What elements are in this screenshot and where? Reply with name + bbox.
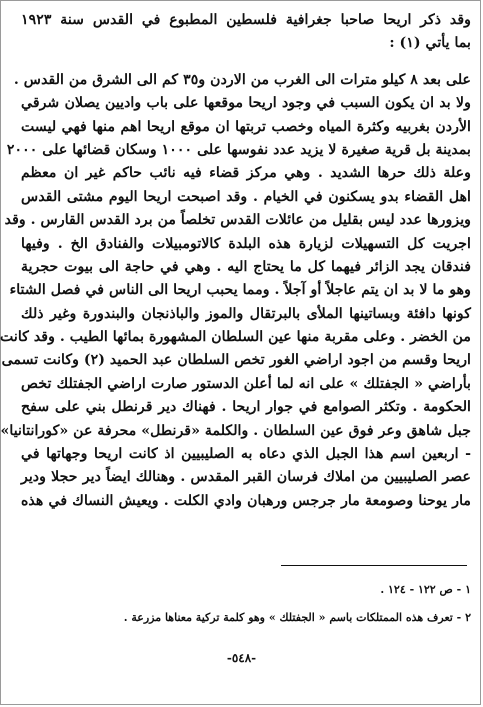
body-line: اهل القضاء بدو يسكنون في الخيام . وقد اصبحت اريحا اليوم مشتى القدس [21, 188, 471, 205]
body-line: الأردن بغربيه وكثرة المياه وخصب تربتها ان موقع اريحا اهم منها فهي ليست [21, 118, 471, 135]
footnote-separator [281, 565, 467, 566]
body-line: اجريت كل التسهيلات لزيارة هذه البلدة كالاتومبيلات والفنادق الخ . وفيها [21, 235, 471, 252]
body-line: ويزورها عدد ليس بقليل من عائلات القدس تخلصاً من برد القدس القارس . وقد [4, 212, 471, 229]
body-line: ولا بد ان يكون السبب في وجود اريحا موقعها على باب واديين يصلان شرقي [21, 95, 471, 112]
body-line: مار يوحنا وصومعة مار جرجس ورهبان وادي الكلت . ويعيش النساك في هذه [21, 492, 471, 509]
paragraph-gap [21, 56, 471, 69]
body-line: بمدينة بل قرية صغيرة لا يزيد عدد نفوسها على ١٠٠٠ وسكان قضائها على ٢٠٠٠ [6, 141, 471, 158]
body-line: الحكومة . وتكثر الصوامع في جوار اريحا . فهناك دير قرنطل بني على سفح [21, 399, 471, 416]
body-line: - اربعين اسم هذا الجبل الذي دعاه به الصليبيين اذ كانت اريحا وجهاتها في [21, 446, 471, 463]
page-number: -٥٤٨- [226, 651, 257, 665]
body-line: فندقان يجد الزائر فيهما كل ما يحتاج اليه . وهي في حاجة الى بيوت حجرية [21, 258, 471, 275]
body-line: وعلة ذلك حرها الشديد . وهي مركز قضاء فيه نائب حاكم غير ان معظم [21, 165, 471, 182]
main-text-block [0, 9, 471, 513]
body-line: عصر الصليبيين من املاك فرسان القبر المقدس . وهنالك ايضاً دير حجلا ودير [21, 469, 471, 486]
body-line: وهو ما لا بد ان يتم عاجلاً أو آجلاً . ومما يحبب اريحا الى الناس في فصل الشتاء [9, 282, 471, 299]
body-line: من الخضر . وعلى مقربة منها عين السلطان المشهورة بمائها الطيب . وقد كانت [0, 329, 471, 346]
footnote-1: ١ - ص ١٢٢ - ١٢٤ . [380, 583, 471, 596]
footnotes [41, 576, 471, 632]
body-line: بأراضي « الجفتلك » على انه لما أعلن الدستور صارت اراضي الجفتلك تخص [21, 375, 471, 392]
footnote-2: ٢ - تعرف هذه الممتلكات باسم « الجفتلك » وهو كلمة تركية معناها مزرعة . [123, 611, 471, 624]
intro-line: بما يأتي (١) : [389, 35, 471, 52]
body-line: اريحا وقسم من اجود اراضي الغور تخص السلطان عبد الحميد (٢) وكانت تسمى [1, 352, 471, 369]
body-line: على بعد ٨ كيلو مترات الى الغرب من الاردن و٣٥ كم الى الشرق من القدس . [13, 71, 471, 88]
body-line: كونها دافئة وبساتينها الملأى بالبرتقال والموز والباذنجان والبندورة وغير ذلك [21, 305, 471, 322]
intro-line: وقد ذكر اريحا صاحبا جغرافية فلسطين المطبوع في القدس سنة ١٩٢٣ [21, 12, 471, 28]
body-line: جبل شاهق وعر فوق عين السلطان . والكلمة «قرنطل» محرفة عن «كورانتانيا» [0, 422, 471, 439]
